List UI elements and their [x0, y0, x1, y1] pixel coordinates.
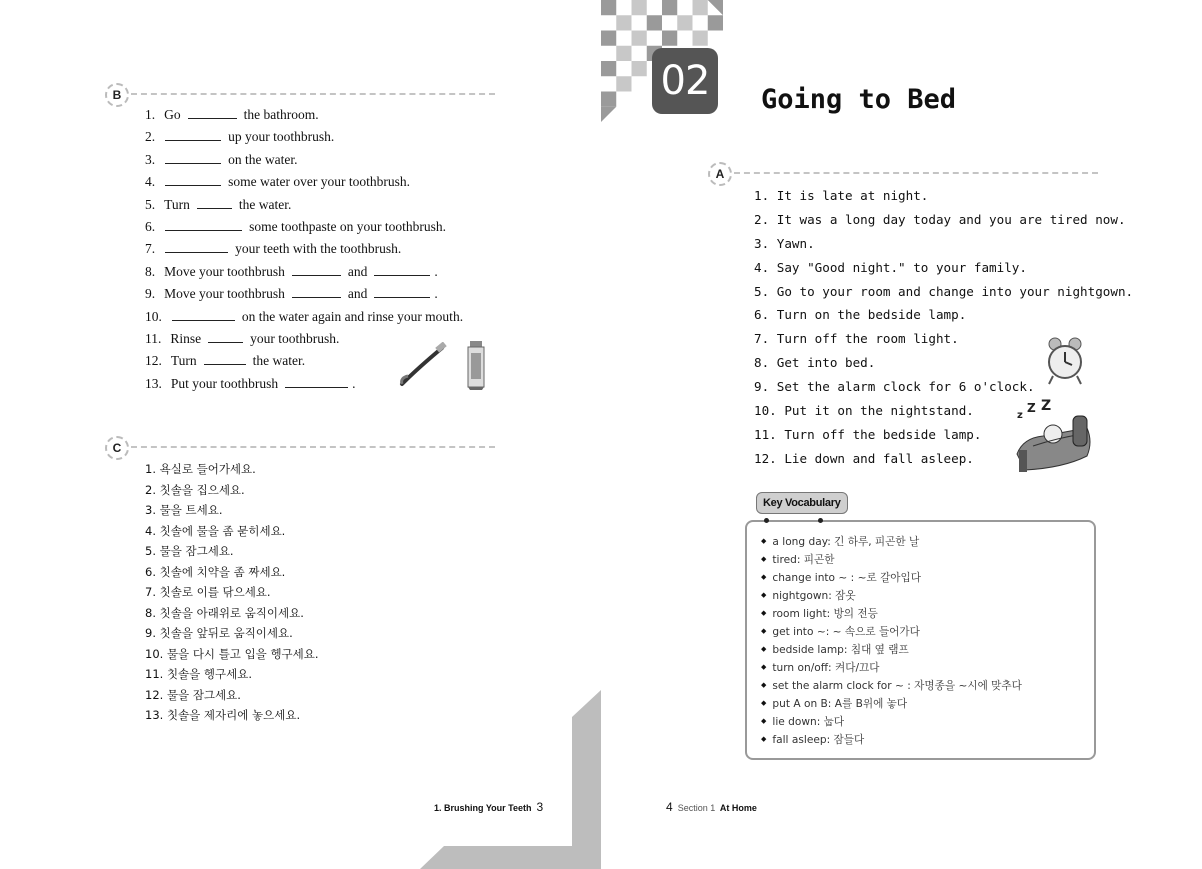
- answer-blank[interactable]: [197, 196, 232, 209]
- item-text: Turn: [164, 196, 190, 212]
- item-number: 12.: [145, 353, 162, 369]
- answer-blank[interactable]: [292, 263, 341, 276]
- answer-blank[interactable]: [165, 151, 221, 164]
- exercise-item: [145, 216, 466, 238]
- item-text: Move your toothbrush: [164, 263, 285, 279]
- vocabulary-tab: Key Vocabulary: [756, 492, 848, 514]
- section-divider: [131, 93, 495, 95]
- item-text: some water over your toothbrush.: [228, 174, 410, 190]
- item-text: Put your toothbrush: [170, 375, 279, 391]
- answer-blank[interactable]: [165, 240, 228, 253]
- instruction-item: 9. Set the alarm clock for 6 o'clock.: [754, 379, 1035, 395]
- item-text: the water.: [238, 196, 292, 212]
- item-text: on the water.: [228, 151, 298, 167]
- svg-text:z: z: [1017, 410, 1023, 421]
- translation-item: 11. 칫솔을 헹구세요.: [145, 667, 253, 681]
- translation-item: 1. 욕실로 들어가세요.: [145, 462, 256, 476]
- instruction-item: 7. Turn off the room light.: [754, 331, 959, 347]
- vocabulary-item: ◆ get into ~: ~ 속으로 들어가다: [761, 622, 1022, 640]
- answer-blank[interactable]: [165, 218, 242, 231]
- answer-blank[interactable]: [165, 128, 221, 141]
- answer-blank[interactable]: [208, 330, 243, 343]
- item-number: 2.: [145, 129, 156, 145]
- item-text: Turn: [170, 353, 197, 369]
- answer-blank[interactable]: [172, 308, 235, 321]
- item-number: 7.: [145, 241, 156, 257]
- item-text: up your toothbrush.: [228, 129, 335, 145]
- translation-item: 9. 칫솔을 앞뒤로 움직이세요.: [145, 626, 293, 640]
- alarm-clock-icon: [1045, 336, 1085, 386]
- translation-item: 7. 칫솔로 이를 닦으세요.: [145, 585, 271, 599]
- vocabulary-item: ◆ change into ~ : ~로 갈아입다: [761, 568, 1022, 586]
- translation-item: 8. 칫솔을 아래위로 움직이세요.: [145, 605, 304, 620]
- section-c-list: [145, 459, 319, 726]
- section-c-header: [105, 436, 495, 458]
- item-number: 8.: [145, 263, 156, 279]
- translation-item: 13. 칫솔을 제자리에 놓으세요.: [145, 708, 301, 722]
- exercise-item: [145, 126, 466, 148]
- tab-dot: [818, 518, 823, 523]
- item-text: your teeth with the toothbrush.: [235, 241, 402, 257]
- vocabulary-item: ◆ bedside lamp: 침대 옆 램프: [761, 640, 1022, 658]
- instruction-item: 8. Get into bed.: [754, 355, 876, 371]
- section-b-badge: B: [105, 83, 129, 107]
- vocabulary-item: ◆ room light: 방의 전등: [761, 604, 1022, 622]
- item-text: your toothbrush.: [250, 330, 340, 346]
- item-text: and: [347, 286, 368, 302]
- footer-section-title: At Home: [719, 803, 757, 813]
- section-divider: [734, 172, 1098, 174]
- answer-blank[interactable]: [374, 285, 430, 298]
- instruction-item: 12. Lie down and fall asleep.: [754, 450, 974, 466]
- vocabulary-item: ◆ set the alarm clock for ~ : 자명종을 ~시에 맞추다: [761, 676, 1022, 694]
- toothbrush-icon: [398, 342, 452, 388]
- item-number: 3.: [145, 151, 156, 167]
- translation-item: 2. 칫솔을 집으세요.: [145, 482, 245, 497]
- item-text: .: [352, 375, 356, 391]
- item-text: on the water again and rinse your mouth.: [241, 308, 464, 324]
- translation-item: 6. 칫솔에 치약을 좀 짜세요.: [145, 564, 286, 579]
- tab-dot: [764, 518, 769, 523]
- instruction-item: 11. Turn off the bedside lamp.: [754, 426, 982, 442]
- answer-blank[interactable]: [292, 285, 341, 298]
- instruction-item: 1. It is late at night.: [754, 188, 929, 203]
- answer-blank[interactable]: [374, 263, 430, 276]
- svg-text:Z: Z: [1027, 401, 1036, 415]
- answer-blank[interactable]: [204, 352, 246, 365]
- exercise-item: [145, 194, 466, 216]
- exercise-item: [145, 171, 466, 193]
- item-number: 1.: [145, 107, 156, 122]
- page-number: 4: [666, 800, 673, 814]
- answer-blank[interactable]: [165, 173, 221, 186]
- instruction-item: 10. Put it on the nightstand.: [754, 403, 974, 419]
- answer-blank[interactable]: [188, 106, 237, 119]
- section-c-badge: C: [105, 436, 129, 460]
- section-divider: [131, 446, 495, 448]
- instruction-item: 4. Say "Good night." to your family.: [754, 259, 1027, 275]
- answer-blank[interactable]: [285, 375, 348, 388]
- item-number: 4.: [145, 174, 156, 190]
- exercise-item: [145, 261, 466, 283]
- translation-item: 12. 물을 잠그세요.: [145, 687, 241, 702]
- exercise-item: [145, 238, 466, 260]
- vocabulary-item: ◆ nightgown: 잠옷: [761, 586, 1022, 604]
- section-a-badge: A: [708, 162, 732, 186]
- item-number: 11.: [145, 330, 162, 346]
- page-number: 3: [536, 800, 544, 814]
- item-number: 13.: [145, 375, 162, 391]
- footer-section: Section 1: [677, 803, 716, 813]
- chapter-title: Going to Bed: [761, 84, 957, 115]
- footer-chapter-title: 1. Brushing Your Teeth: [434, 803, 532, 813]
- right-page-footer: [666, 800, 757, 814]
- exercise-item: [145, 149, 466, 171]
- item-text: some toothpaste on your toothbrush.: [249, 218, 446, 234]
- svg-text:Z: Z: [1041, 398, 1052, 414]
- item-text: and: [347, 263, 368, 279]
- translation-item: 3. 물을 트세요.: [145, 503, 223, 517]
- section-a-header: [708, 162, 1098, 184]
- sleeping-person-icon: [1013, 398, 1093, 478]
- item-text: Rinse: [170, 330, 202, 346]
- item-text: Move your toothbrush: [164, 286, 285, 302]
- item-number: 6.: [145, 218, 156, 234]
- translation-item: 4. 칫솔에 물을 좀 묻히세요.: [145, 523, 286, 538]
- instruction-item: 2. It was a long day today and you are tired now.: [754, 211, 1126, 227]
- item-number: 10.: [145, 308, 162, 324]
- section-b-header: [105, 83, 495, 105]
- item-text: .: [434, 263, 438, 279]
- vocabulary-item: ◆ a long day: 긴 하루, 피곤한 날: [761, 532, 1022, 550]
- vocabulary-item: ◆ turn on/off: 켜다/끄다: [761, 658, 1022, 676]
- exercise-item: [145, 306, 466, 328]
- left-page-footer: [434, 800, 543, 814]
- item-text: Go: [164, 107, 181, 122]
- vocabulary-item: ◆ tired: 피곤한: [761, 550, 1022, 568]
- vocabulary-item: ◆ lie down: 눕다: [761, 712, 1022, 730]
- right-page: [601, 0, 1202, 869]
- translation-item: 5. 물을 잠그세요.: [145, 544, 234, 558]
- instruction-item: 6. Turn on the bedside lamp.: [754, 307, 967, 323]
- item-text: the bathroom.: [243, 107, 319, 122]
- vocabulary-list: [761, 532, 1022, 748]
- item-text: .: [434, 286, 438, 302]
- exercise-item: [145, 104, 466, 126]
- instruction-item: 5. Go to your room and change into your nightgown.: [754, 283, 1134, 299]
- toothpaste-icon: [466, 339, 488, 391]
- vocabulary-item: ◆ put A on B: A를 B위에 놓다: [761, 694, 1022, 712]
- instruction-item: 3. Yawn.: [754, 235, 815, 251]
- translation-item: 10. 물을 다시 틀고 입을 헹구세요.: [145, 646, 319, 661]
- item-text: the water.: [252, 353, 306, 369]
- item-number: 9.: [145, 286, 156, 302]
- vocabulary-item: ◆ fall asleep: 잠들다: [761, 730, 1022, 748]
- chapter-number: 02: [652, 48, 718, 114]
- exercise-item: [145, 283, 466, 305]
- item-number: 5.: [145, 196, 156, 212]
